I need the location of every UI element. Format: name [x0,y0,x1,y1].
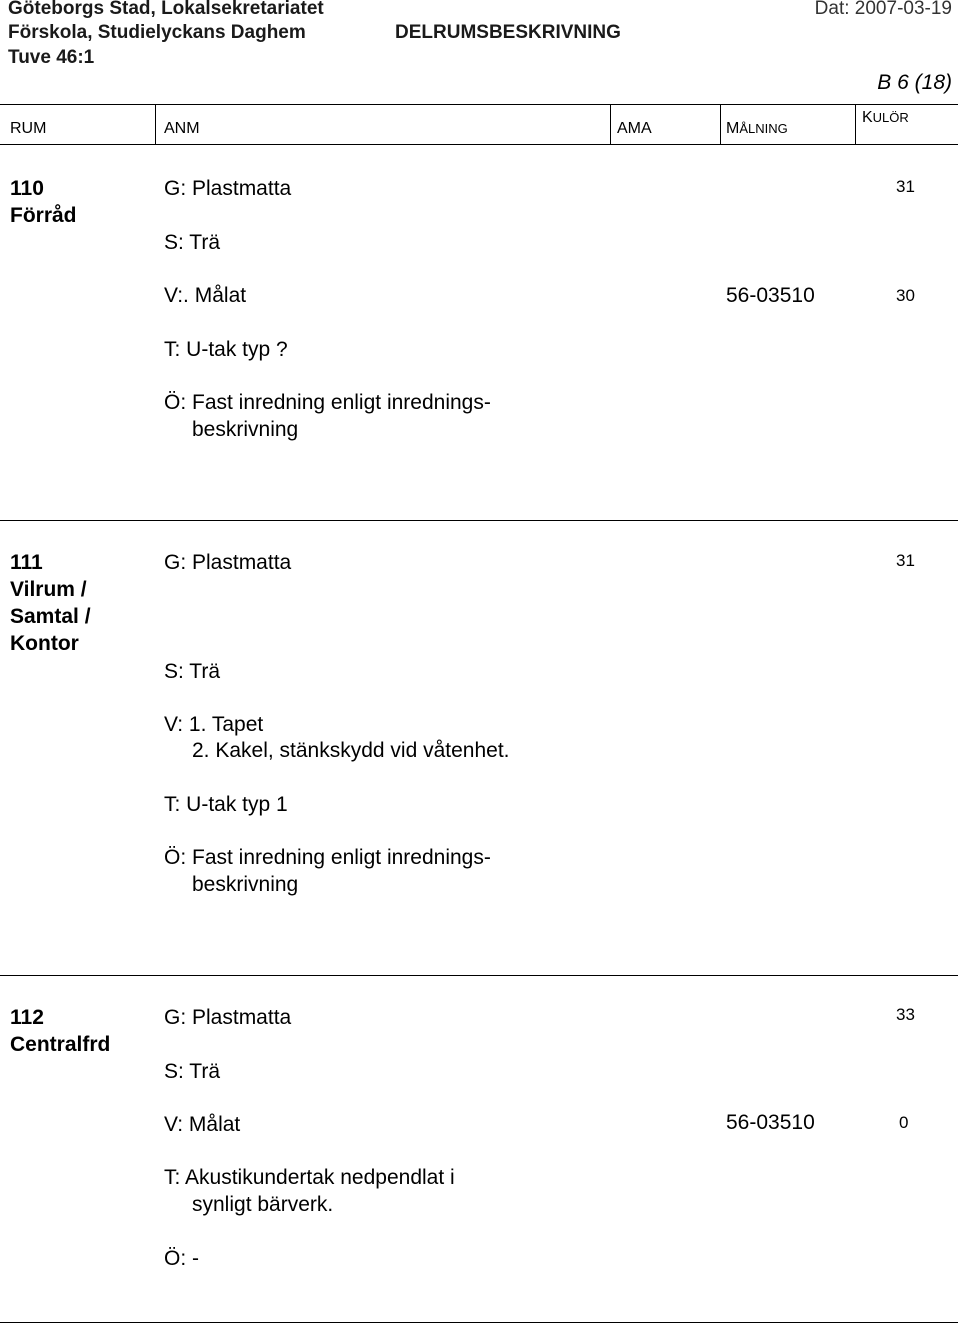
column-header-anm: ANM [164,120,200,137]
sockel-spec: S: Trä [164,231,221,254]
column-header-malning-rest: ÅLNING [739,121,788,136]
document-type: DELRUMSBESKRIVNING [395,22,621,43]
golv-spec: G: Plastmatta [164,551,292,574]
column-header-malning-initial: M [726,120,740,137]
golv-kulor: 31 [896,177,915,196]
column-divider [720,104,721,144]
column-header-kulor-rest: ULÖR [872,110,909,125]
ovrigt-spec: Ö: - [164,1247,199,1270]
room-name: Kontor [10,632,79,655]
tak-spec: T: U-tak typ 1 [164,793,288,816]
header-top-rule [0,104,958,105]
document-date: Dat: 2007-03-19 [814,0,952,19]
vagg-malning: 56-03510 [726,284,815,307]
room-name: Vilrum / [10,578,87,601]
vagg-spec: V:. Målat [164,284,247,307]
column-header-malning [726,120,788,138]
column-header-kulor-initial: K [862,109,873,126]
golv-kulor: 33 [896,1005,915,1024]
room-name: Samtal / [10,605,91,628]
ovrigt-spec: Ö: Fast inredning enligt inrednings- [164,391,491,414]
header-bottom-rule [0,144,958,145]
room-number: 112 [10,1006,44,1029]
tak-spec: T: U-tak typ ? [164,338,288,361]
room-divider [0,520,958,521]
room-number: 110 [10,177,44,200]
vagg-spec: V: Målat [164,1113,241,1136]
vagg-spec: V: 1. Tapet [164,713,264,736]
property-name: Tuve 46:1 [8,47,95,68]
column-header-rum: RUM [10,120,47,137]
vagg-kulor: 30 [896,286,915,305]
room-name: Centralfrd [10,1033,111,1056]
tak-spec-cont: synligt bärverk. [192,1193,334,1216]
project-name: Förskola, Studielyckans Daghem [8,22,306,43]
ovrigt-spec-cont: beskrivning [192,873,299,896]
vagg-kulor: 0 [899,1113,909,1132]
column-header-kulor [862,109,909,127]
sockel-spec: S: Trä [164,660,221,683]
org-name: Göteborgs Stad, Lokalsekretariatet [8,0,324,19]
golv-spec: G: Plastmatta [164,177,292,200]
golv-kulor: 31 [896,551,915,570]
room-number: 111 [10,551,43,574]
column-header-ama: AMA [617,120,652,137]
golv-spec: G: Plastmatta [164,1006,292,1029]
column-divider [855,104,856,144]
ovrigt-spec-cont: beskrivning [192,418,299,441]
room-name: Förråd [10,204,77,227]
room-divider [0,1322,958,1323]
sockel-spec: S: Trä [164,1060,221,1083]
page-number: B 6 (18) [877,71,952,94]
ovrigt-spec: Ö: Fast inredning enligt inrednings- [164,846,491,869]
column-divider [155,104,156,144]
column-divider [610,104,611,144]
tak-spec: T: Akustikundertak nedpendlat i [164,1166,455,1189]
room-divider [0,975,958,976]
vagg-spec-cont: 2. Kakel, stänkskydd vid våtenhet. [192,739,510,762]
vagg-malning: 56-03510 [726,1111,815,1134]
